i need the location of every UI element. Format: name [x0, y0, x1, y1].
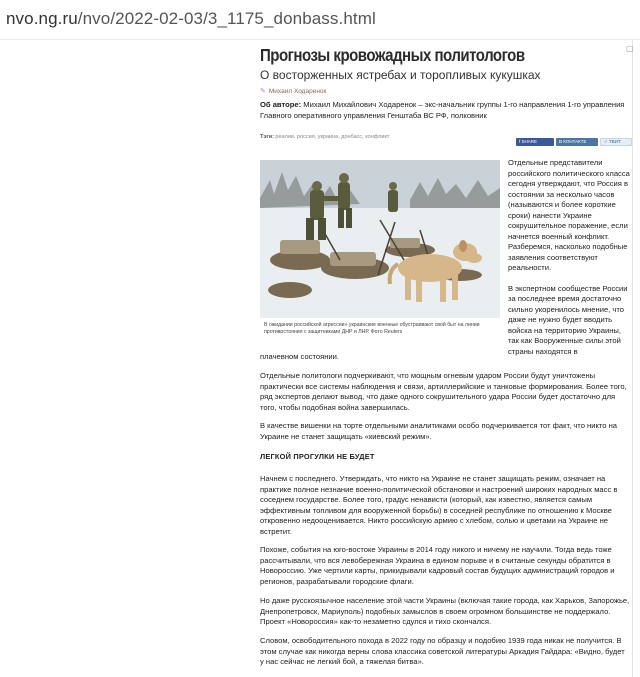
url-domain: nvo.ng.ru — [6, 9, 78, 28]
about-text: Михаил Михайлович Ходаренок – экс-начальник группы 1-го направления 1-го управления Главного оперативного управления Генштаба ВС РФ, полковник — [260, 100, 625, 120]
author-pen-icon: ✎ — [260, 88, 266, 95]
tags-row — [260, 134, 389, 140]
article-photo — [260, 160, 500, 318]
photo-caption: В ожидании российской агрессии» украинские военные обустраивают свой быт на линии противостояния с защитниками ДНР и ЛНР. Фото Reuters — [264, 322, 480, 335]
twitter-share-button[interactable]: ✓ ТВИТ — [600, 138, 632, 146]
side-tab-icon[interactable]: ▢ — [626, 44, 634, 53]
article-title: Прогнозы кровожадных политологов — [260, 45, 525, 65]
vk-share-button[interactable]: В КОНТАКТЕ — [556, 138, 598, 146]
paragraph-6: Словом, освободительного похода в 2022 году по образцу и подобию 1939 года никак не получится. В этом случае как никогда верны слова классика советской литературы Аркадия Гайдара: «Видно, будет у нас сейчас не легкий бой, а тяжелая битва». — [260, 636, 625, 666]
side-paragraph-2: В экспертном сообществе России за последнее время достаточно сильно укоренилось мнение, что даже не нужно будет вводить войска на территорию Украины, так как Вооруженные силы этой страны находятся в — [508, 283, 628, 356]
paragraph-3: Начнем с последнего. Утверждать, что никто на Украине не станет защищать режим, означает на практике полное незнание военно-политической обстановки и настроений широких народных масс в соседнем государстве. Более того, градус ненависти (который, как известно, является самым эффективным топливом для вооруженной борьбы) в соседней республике по отношению к Москве откровенно недооценивается. Никто российскую армию с хлебом, солью и цветами на Украине не встретит. — [260, 474, 618, 536]
url-path: /nvo/2022-02-03/3_1175_donbass.html — [77, 9, 376, 28]
url-text[interactable] — [6, 9, 376, 29]
about-label: Об авторе: — [260, 100, 302, 109]
side-column — [508, 158, 632, 367]
author-row — [260, 87, 326, 95]
paragraph-4: Похоже, события на юго-востоке Украины в 2014 году никого и ничему не научили. Тогда ведь тоже рассчитывали, что вся левобережная Украина в едином порыве и в считаные секунды обратится в Новороссию. Уже чертили карты, прикидывали кадровый состав будущих администраций городов и регионов, разрабатывали городские флаги. — [260, 545, 615, 586]
about-author — [260, 100, 630, 121]
section-heading: ЛЕГКОЙ ПРОГУЛКИ НЕ БУДЕТ — [260, 452, 375, 461]
side-paragraph-1: Отдельные представители российского политического класса сегодня утверждают, что Россия в состоянии за несколько часов (называются и более короткие сроки) нанести Украине сокрушительное поражение, если начнется военный конфликт. Разберемся, насколько подобные заявления соответствуют реальности. — [508, 158, 630, 272]
paragraph-2: В качестве вишенки на торте отдельными аналитиками особо подчеркивается тот факт, что никто на Украине не станет защищать «киевский режим». — [260, 421, 618, 441]
article-subtitle: О восторженных ястребах и торопливых кукушках — [260, 68, 541, 82]
facebook-share-button[interactable]: f SHARE — [516, 138, 554, 146]
side-paragraph-continuation: плачевном состоянии. — [260, 352, 339, 361]
browser-address-bar[interactable] — [0, 0, 640, 40]
tags-list[interactable]: реалии, россия, украина, донбасс, конфликт — [273, 134, 390, 140]
photo-illustration — [260, 160, 500, 318]
paragraph-5: Но даже русскоязычное население этой части Украины (включая такие города, как Харьков, Запорожье, Днепропетровск, Мариуполь) подобных замыслов в своем огромном большинстве не поддержало. Проект «Новороссия» как-то незаметно сдулся и тихо скончался. — [260, 596, 630, 626]
paragraph-1: Отдельные политологи подчеркивают, что мощным огневым ударом России будут уничтожены практически все системы наблюдения и связи, артиллерийские и танковые формирования. Более того, ряд экспертов делают вывод, что даже одного сокрушительного удара России будет достаточно для того, чтобы подобная война завершилась. — [260, 371, 627, 412]
author-link[interactable]: Михаил Ходаренок — [268, 88, 327, 95]
tags-label: Тэги: — [260, 134, 274, 140]
page-right-border — [632, 40, 633, 677]
